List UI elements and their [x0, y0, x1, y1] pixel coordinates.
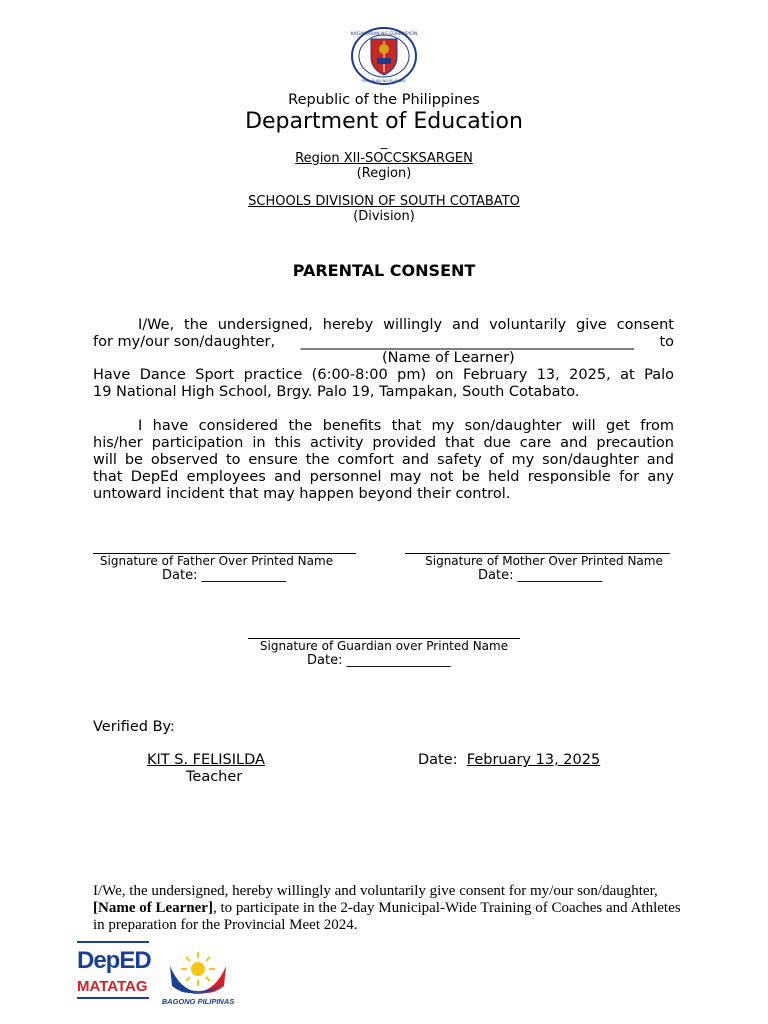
father-signature-label: Signature of Father Over Printed Name [99, 554, 334, 568]
paragraph2-line2: his/her participation in this activity provided that due care and precaution [93, 435, 674, 451]
learner-name-blank: ______________________________________________ [300, 334, 635, 350]
republic-heading: Republic of the Philippines [288, 92, 480, 108]
verification-date-label: Date: [418, 752, 458, 768]
deped-logo-rule [77, 941, 149, 943]
sun-icon [181, 952, 215, 986]
matatag-underline [77, 997, 149, 999]
division-caption: (Division) [353, 209, 415, 224]
paragraph1-line2 [93, 334, 674, 351]
department-heading: Department of Education [245, 109, 523, 134]
paragraph2-line4: that DepEd employees and personnel may not be held responsible for any [93, 469, 674, 485]
paragraph2-line5: untoward incident that may happen beyond their control. [93, 486, 511, 502]
bagong-pilipinas-logo [162, 944, 234, 1008]
learner-caption: (Name of Learner) [382, 350, 515, 366]
footer-paragraph [93, 883, 693, 934]
verified-by-label: Verified By: [93, 719, 175, 735]
father-date-label: Date: [162, 568, 198, 583]
guardian-date-blank: ________________ [346, 653, 451, 668]
paragraph1-line2-end: to [659, 334, 674, 350]
paragraph2-line1: I have considered the benefits that my son/daughter will get from [138, 418, 674, 434]
paragraph1-line1: I/We, the undersigned, hereby willingly and voluntarily give consent [138, 317, 674, 333]
guardian-date [307, 653, 451, 668]
bagong-pilipinas-text: BAGONG PILIPINAS [162, 997, 234, 1006]
mother-date [478, 568, 602, 583]
paragraph1-line4: 19 National High School, Brgy. Palo 19, Tampakan, South Cotabato. [93, 384, 580, 400]
paragraph1-line3: Have Dance Sport practice (6:00-8:00 pm) on February 13, 2025, at Palo [93, 367, 674, 383]
verification-date-value: February 13, 2025 [466, 752, 601, 768]
verification-date [418, 752, 600, 768]
father-date-blank: _____________ [201, 568, 287, 583]
deped-seal-logo [351, 27, 417, 85]
footer-text-part1: I/We, the undersigned, hereby willingly and voluntarily give consent for my/our son/daughter, [93, 883, 658, 899]
deped-matatag-logo [77, 941, 153, 1007]
verifier-name: KIT S. FELISILDA [147, 752, 265, 768]
region-caption: (Region) [356, 166, 412, 181]
seal-ring-text: KAGAWARAN NG EDUKASYON [351, 32, 417, 37]
matatag-wordmark: MATATAG [77, 978, 148, 995]
division-name: SCHOOLS DIVISION OF SOUTH COTABATO [248, 194, 520, 209]
footer-text-part2: , to participate in the 2-day Municipal-Wide Training of Coaches and Athletes in preparation for the Provincial Meet 2024. [93, 900, 681, 933]
mother-signature-label: Signature of Mother Over Printed Name [425, 554, 663, 568]
footer-learner-placeholder: [Name of Learner] [93, 900, 213, 916]
guardian-signature-label: Signature of Guardian over Printed Name [259, 639, 509, 653]
paragraph2-line3: will be observed to ensure the comfort and safety of my son/daughter and [93, 452, 674, 468]
header-dash: _ [380, 135, 388, 150]
region-name: Region XII-SOCCSKSARGEN [295, 151, 473, 166]
verifier-role: Teacher [186, 769, 243, 785]
seal-bottom-text: REPUBLIKA NG PILIPINAS [362, 79, 406, 83]
guardian-date-label: Date: [307, 653, 343, 668]
mother-date-blank: _____________ [517, 568, 603, 583]
paragraph1-line2-start: for my/our son/daughter, [93, 334, 276, 350]
mother-date-label: Date: [478, 568, 514, 583]
father-date [162, 568, 286, 583]
document-title: PARENTAL CONSENT [292, 261, 476, 280]
deped-wordmark: DepED [77, 947, 151, 974]
